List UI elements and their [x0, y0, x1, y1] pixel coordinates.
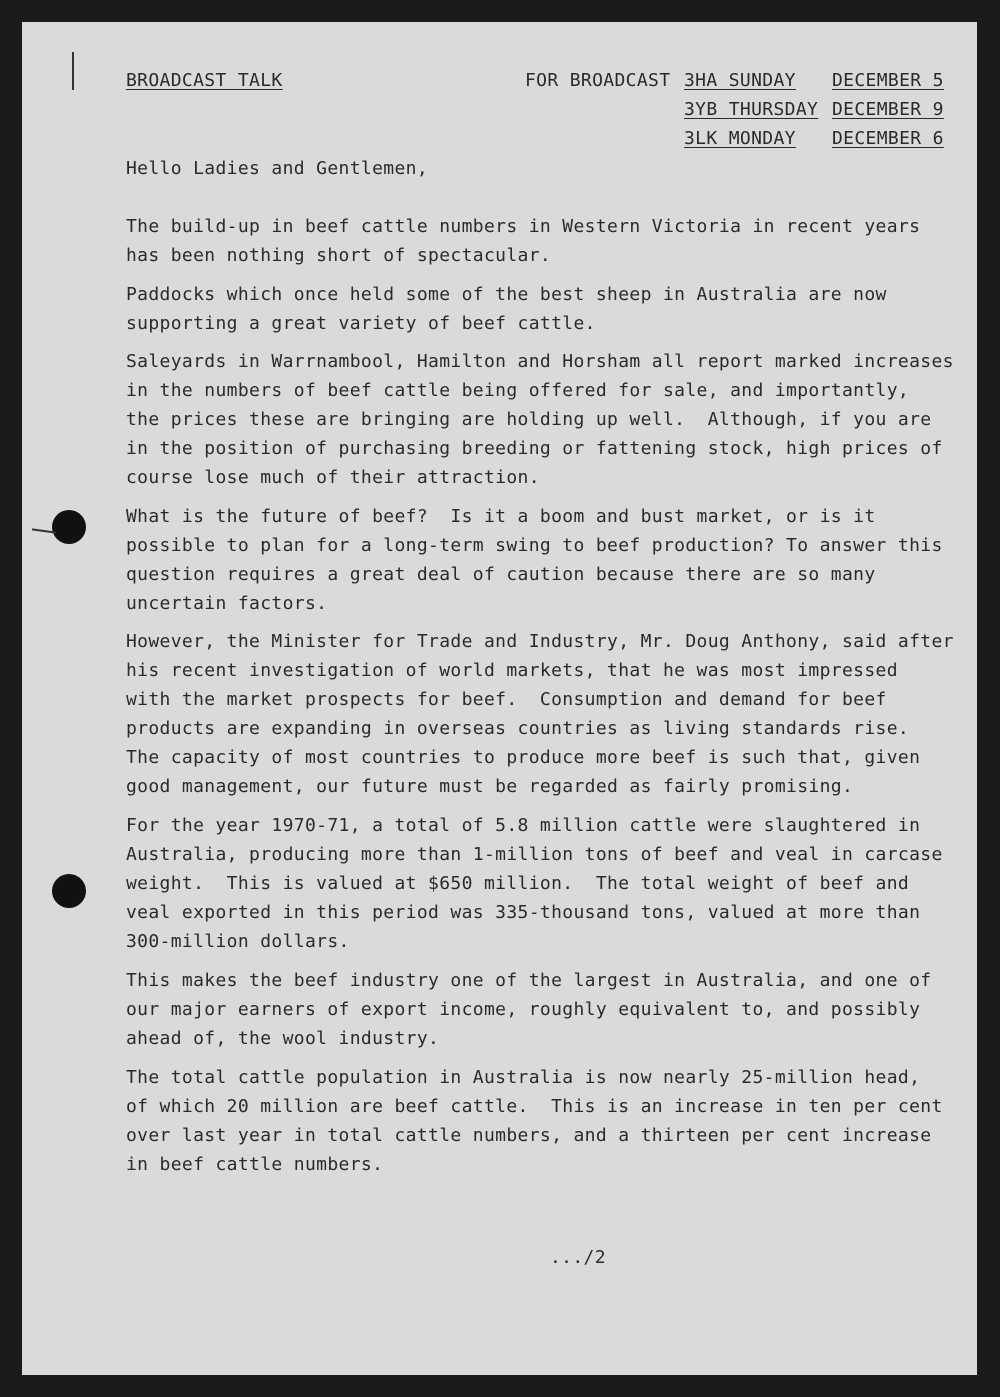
- page-continuation-marker: .../2: [550, 1247, 606, 1268]
- paragraph-line: the prices these are bringing are holding up well. Although, if you are: [126, 409, 932, 430]
- paragraph-line: in the numbers of beef cattle being offered for sale, and importantly,: [126, 380, 910, 401]
- paragraph-line: uncertain factors.: [126, 593, 328, 614]
- binder-hole-bottom: [52, 874, 86, 908]
- schedule-station-1: 3HA SUNDAY: [684, 70, 796, 91]
- paragraph-line: question requires a great deal of caution because there are so many: [126, 564, 876, 585]
- paragraph-line: in the position of purchasing breeding or fattening stock, high prices of: [126, 438, 943, 459]
- paragraph-line: products are expanding in overseas countries as living standards rise.: [126, 718, 910, 739]
- binder-hole-top: [52, 510, 86, 544]
- paragraph-line: weight. This is valued at $650 million. The total weight of beef and: [126, 873, 910, 894]
- document-page: [22, 22, 977, 1375]
- paragraph-line: with the market prospects for beef. Consumption and demand for beef: [126, 689, 887, 710]
- paragraph-line: For the year 1970-71, a total of 5.8 million cattle were slaughtered in: [126, 815, 921, 836]
- paragraph-line: This makes the beef industry one of the largest in Australia, and one of: [126, 970, 932, 991]
- pencil-mark: [72, 52, 74, 90]
- paragraph-line: 300-million dollars.: [126, 931, 350, 952]
- paragraph-line: Saleyards in Warrnambool, Hamilton and Horsham all report marked increases: [126, 351, 954, 372]
- paragraph-line: Paddocks which once held some of the best sheep in Australia are now: [126, 284, 887, 305]
- schedule-station-3: 3LK MONDAY: [684, 128, 796, 149]
- paragraph-line: course lose much of their attraction.: [126, 467, 540, 488]
- paragraph-line: Australia, producing more than 1-million tons of beef and veal in carcase: [126, 844, 943, 865]
- paragraph-line: our major earners of export income, roughly equivalent to, and possibly: [126, 999, 921, 1020]
- schedule-station-2: 3YB THURSDAY: [684, 99, 819, 120]
- paragraph-line: possible to plan for a long-term swing to beef production? To answer this: [126, 535, 943, 556]
- paragraph-line: However, the Minister for Trade and Industry, Mr. Doug Anthony, said after: [126, 631, 954, 652]
- paragraph-line: good management, our future must be regarded as fairly promising.: [126, 776, 854, 797]
- paragraph-line: has been nothing short of spectacular.: [126, 245, 552, 266]
- paragraph-line: of which 20 million are beef cattle. This is an increase in ten per cent: [126, 1096, 943, 1117]
- paragraph-line: The capacity of most countries to produce more beef is such that, given: [126, 747, 921, 768]
- paragraph-line: The build-up in beef cattle numbers in Western Victoria in recent years: [126, 216, 921, 237]
- salutation: Hello Ladies and Gentlemen,: [126, 158, 429, 179]
- schedule-date-3: DECEMBER 6: [832, 128, 944, 149]
- broadcast-talk-label: BROADCAST TALK: [126, 70, 283, 91]
- paragraph-line: ahead of, the wool industry.: [126, 1028, 440, 1049]
- paragraph-line: What is the future of beef? Is it a boom and bust market, or is it: [126, 506, 876, 527]
- for-broadcast-label: FOR BROADCAST: [525, 70, 671, 91]
- paragraph-line: over last year in total cattle numbers, and a thirteen per cent increase: [126, 1125, 932, 1146]
- paragraph-line: in beef cattle numbers.: [126, 1154, 384, 1175]
- paragraph-line: his recent investigation of world markets, that he was most impressed: [126, 660, 898, 681]
- schedule-date-1: DECEMBER 5: [832, 70, 944, 91]
- paragraph-line: The total cattle population in Australia is now nearly 25-million head,: [126, 1067, 921, 1088]
- paragraph-line: supporting a great variety of beef cattle.: [126, 313, 596, 334]
- paragraph-line: veal exported in this period was 335-thousand tons, valued at more than: [126, 902, 921, 923]
- schedule-date-2: DECEMBER 9: [832, 99, 944, 120]
